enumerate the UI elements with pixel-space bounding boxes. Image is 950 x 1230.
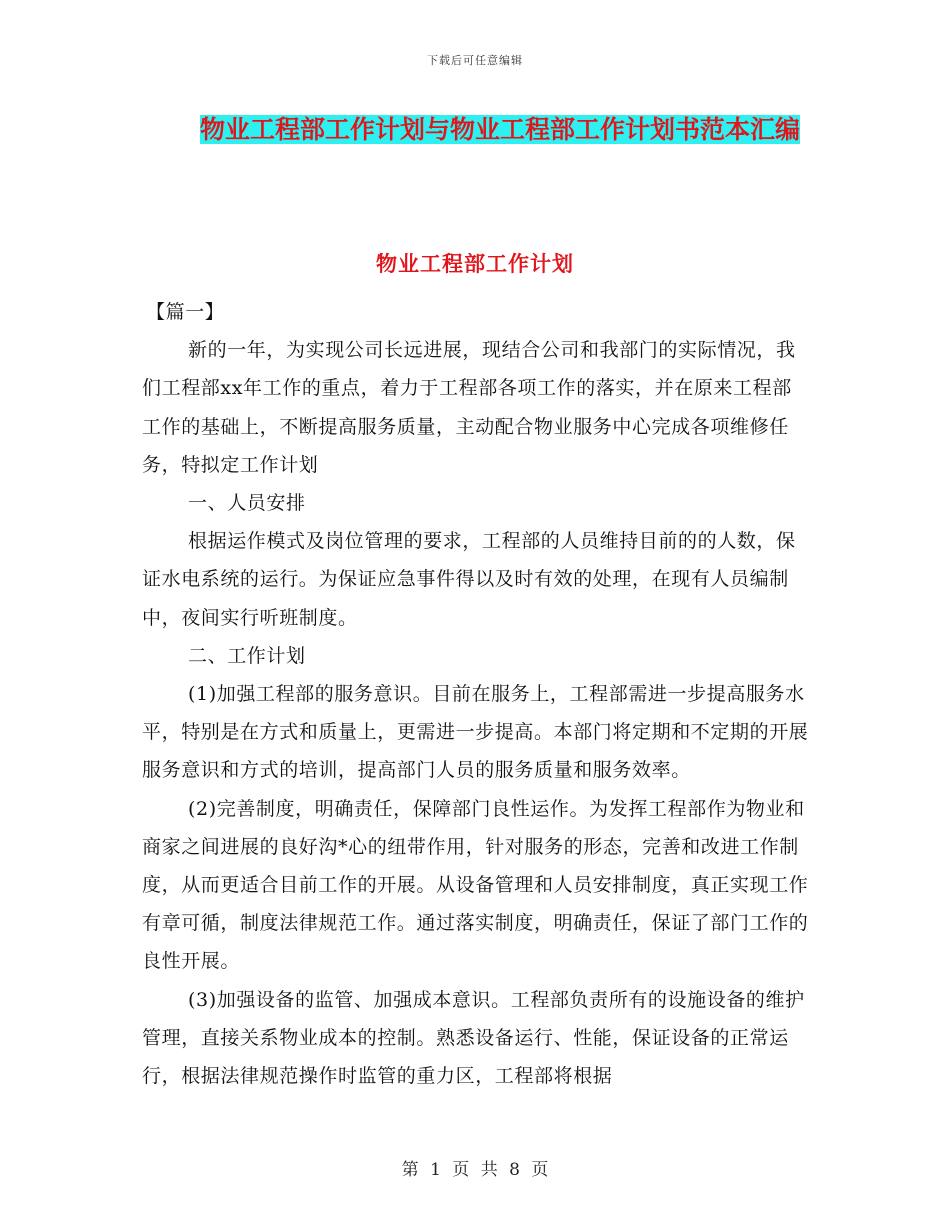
paragraph: (3)加强设备的监管、加强成本意识。工程部负责所有的设施设备的维护管理，直接关系物业成本的控制。熟悉设备运行、性能，保证设备的正常运行，根据法律规范操作时监管的重力区，工程部将根据 bbox=[142, 988, 805, 1088]
heading-staffing: 一、人员安排 bbox=[188, 492, 306, 515]
paragraph: 新的一年，为实现公司长远进展，现结合公司和我部门的实际情况，我们工程部xx年工作的重点，着力于工程部各项工作的落实，并在原来工程部工作的基础上，不断提高服务质量，主动配合物业服务中心完成各项维修任务，特拟定工作计划 bbox=[142, 339, 796, 476]
heading-work-plan: 二、工作计划 bbox=[188, 644, 306, 667]
section-label: 【篇一】 bbox=[146, 301, 225, 323]
body-text bbox=[142, 293, 810, 1095]
paragraph: (2)完善制度，明确责任，保障部门良性运作。为发挥工程部作为物业和商家之间进展的良好沟*心的纽带作用，针对服务的形态，完善和改进工作制度，从而更适合目前工作的开展。从设备管理和人员安排制度，真正实现工作有章可循，制度法律规范工作。通过落实制度，明确责任，保证了部门工作的良性开展。 bbox=[142, 797, 809, 973]
paragraph: (1)加强工程部的服务意识。目前在服务上，工程部需进一步提高服务水平，特别是在方式和质量上，更需进一步提高。本部门将定期和不定期的开展服务意识和方式的培训，提高部门人员的服务质量和服务效率。 bbox=[142, 683, 809, 782]
paragraph: 根据运作模式及岗位管理的要求，工程部的人员维持目前的的人数，保证水电系统的运行。为保证应急事件得以及时有效的处理，在现有人员编制中，夜间实行听班制度。 bbox=[142, 530, 796, 629]
main-title-text: 物业工程部工作计划与物业工程部工作计划书范本汇编 bbox=[199, 115, 800, 144]
page-footer: 第 1 页 共 8 页 bbox=[401, 1160, 549, 1180]
section-title: 物业工程部工作计划 bbox=[376, 252, 574, 276]
header-note: 下载后可任意编辑 bbox=[427, 54, 523, 67]
main-title bbox=[190, 110, 810, 150]
